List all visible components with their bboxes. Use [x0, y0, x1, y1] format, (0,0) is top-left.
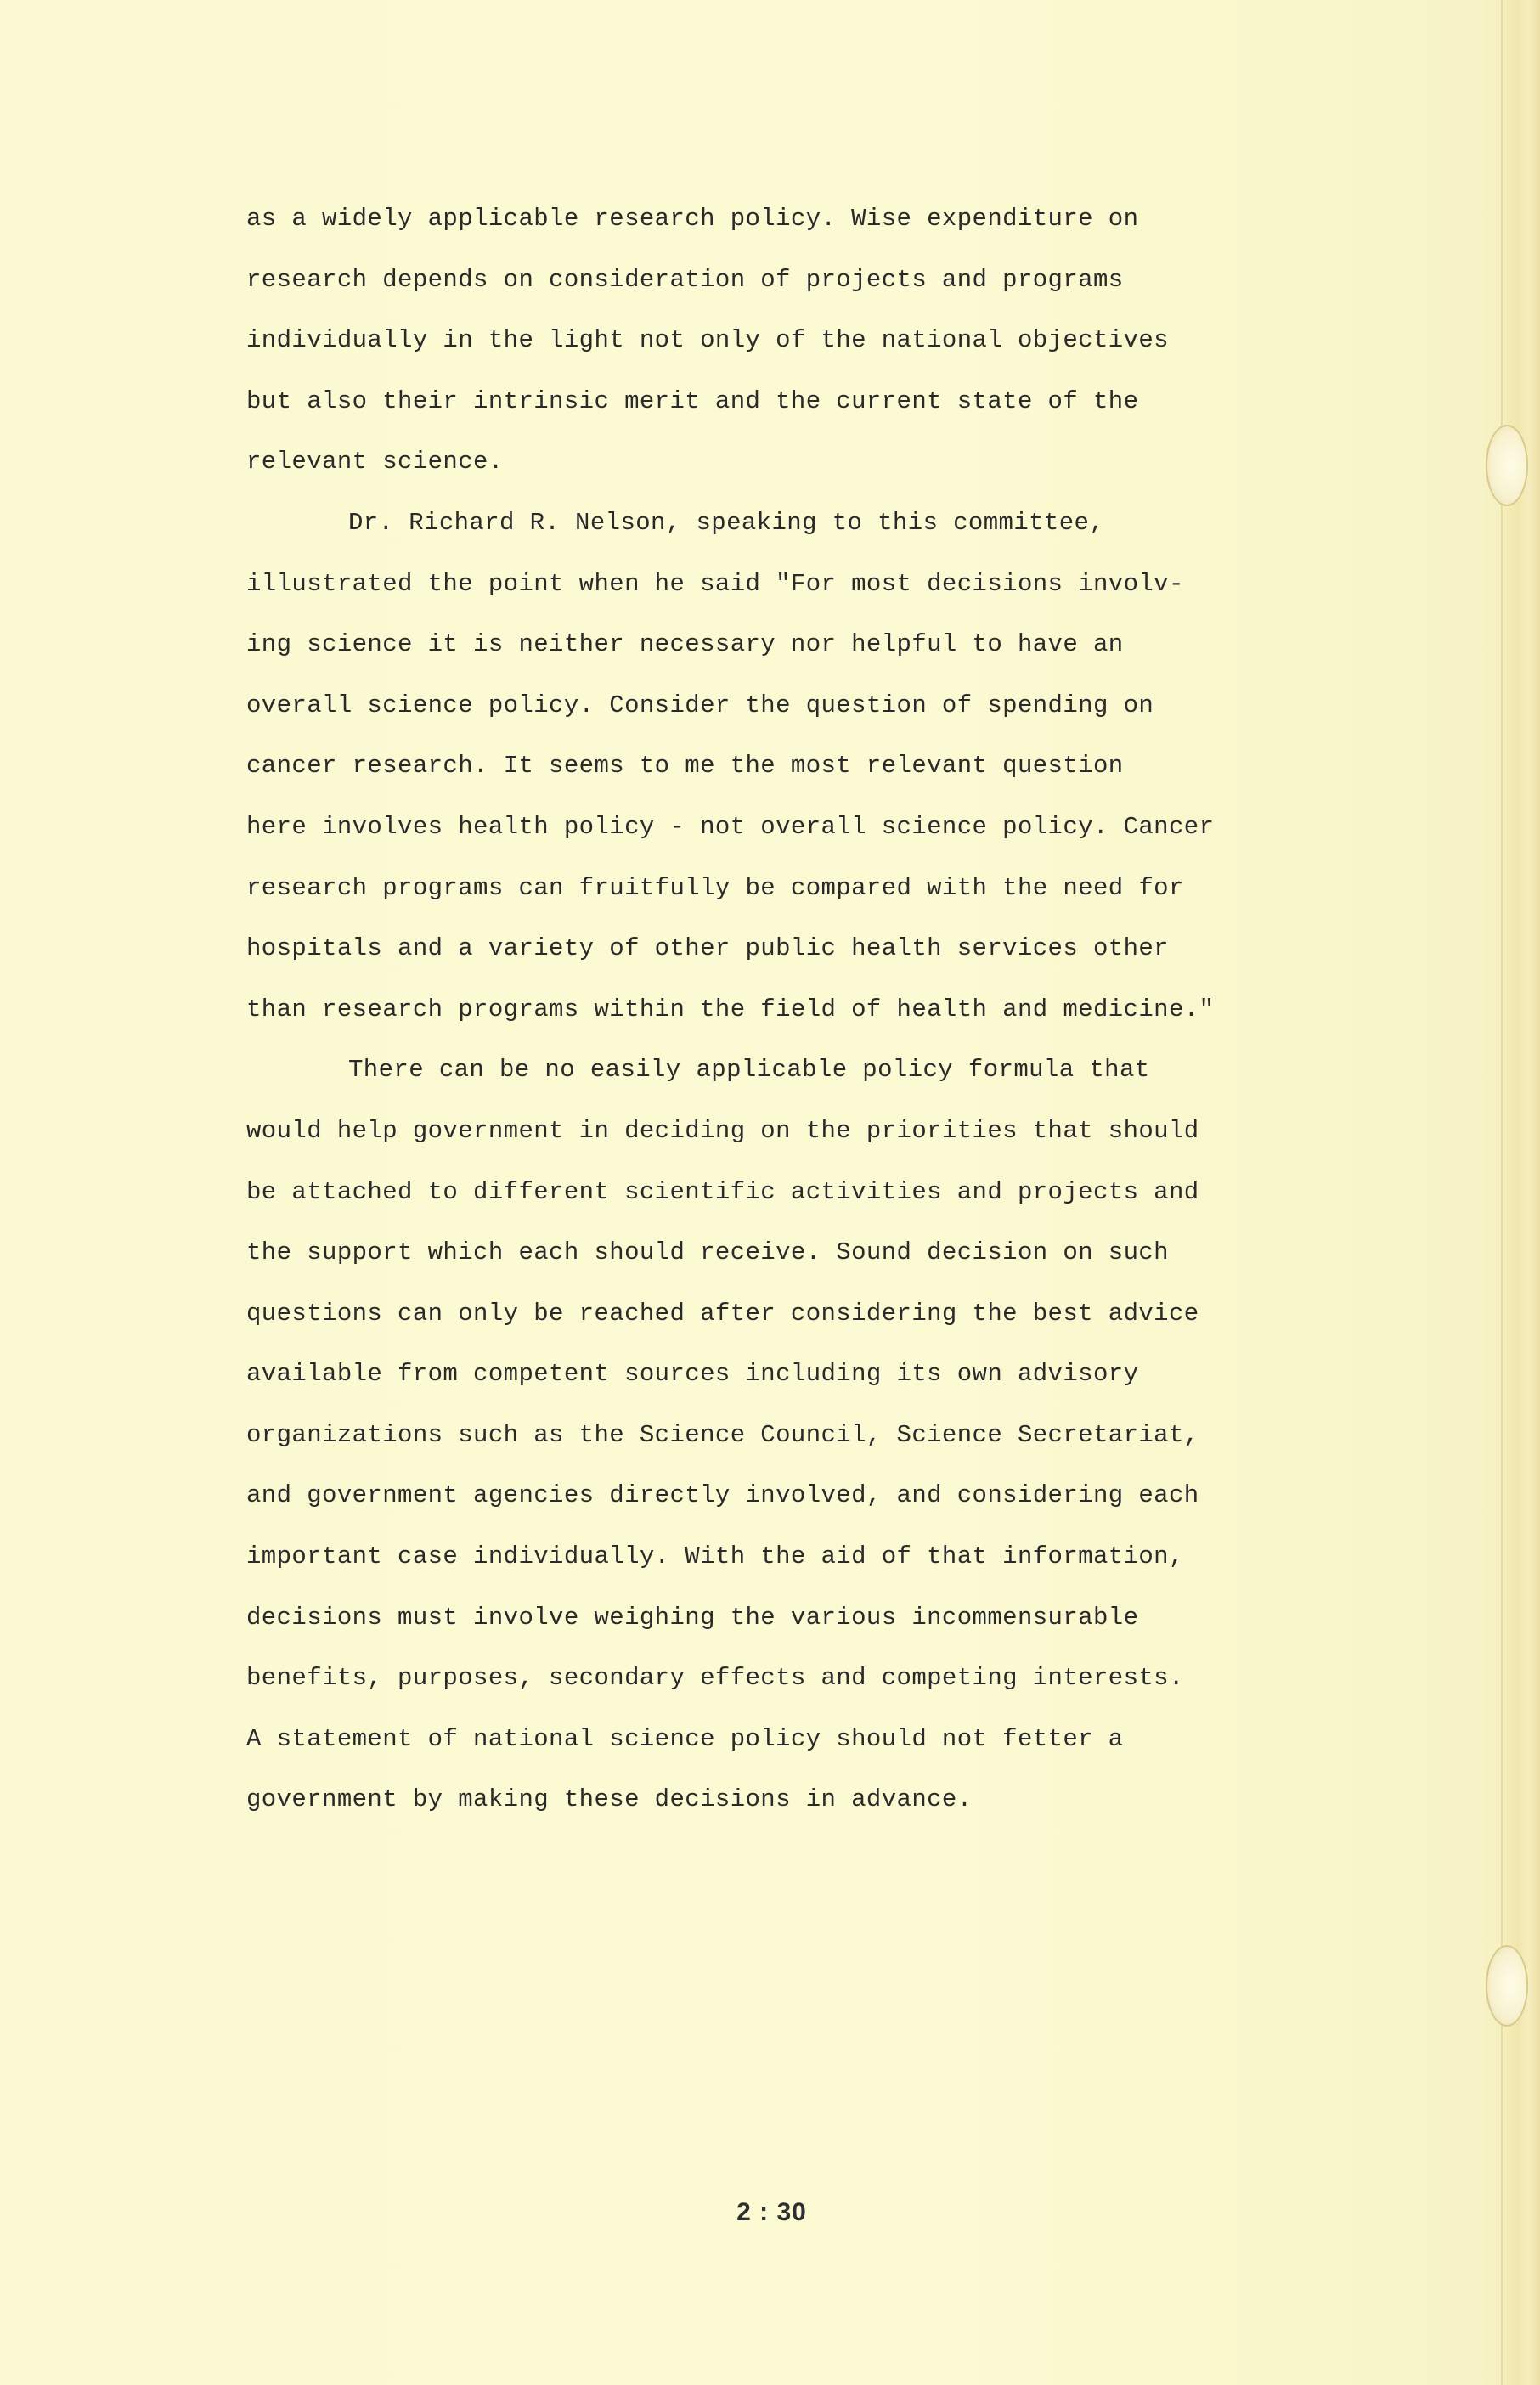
text-line: than research programs within the field of health and medicine.": [246, 995, 1215, 1023]
text-line: and government agencies directly involved, and considering each: [246, 1481, 1199, 1510]
text-line: relevant science.: [246, 448, 504, 476]
document-body: [246, 189, 1351, 1830]
text-line: illustrated the point when he said "For most decisions involv-: [246, 569, 1184, 598]
text-line: would help government in deciding on the priorities that should: [246, 1116, 1199, 1145]
text-line: be attached to different scientific activities and projects and: [246, 1177, 1199, 1206]
text-line: individually in the light not only of the national objectives: [246, 326, 1169, 355]
text-line: government by making these decisions in advance.: [246, 1785, 973, 1814]
text-line: questions can only be reached after considering the best advice: [246, 1299, 1199, 1328]
paragraph: [246, 1040, 1351, 1830]
text-line: here involves health policy - not overall science policy. Cancer: [246, 812, 1215, 841]
text-line: ing science it is neither necessary nor helpful to have an: [246, 630, 1124, 659]
text-line: the support which each should receive. Sound decision on such: [246, 1238, 1169, 1267]
text-line: important case individually. With the aid of that information,: [246, 1542, 1184, 1571]
paragraph: [246, 493, 1351, 1040]
page-edge: [1501, 0, 1540, 2385]
text-line: organizations such as the Science Council, Science Secretariat,: [246, 1420, 1199, 1449]
text-line: cancer research. It seems to me the most relevant question: [246, 752, 1124, 781]
punch-hole: [1486, 1945, 1528, 2027]
punch-hole: [1486, 425, 1528, 506]
paragraph: [246, 189, 1351, 493]
text-line: overall science policy. Consider the question of spending on: [246, 691, 1154, 719]
page-number: 2 : 30: [736, 2198, 807, 2226]
text-line: Dr. Richard R. Nelson, speaking to this committee,: [348, 508, 1105, 537]
text-line: research depends on consideration of projects and programs: [246, 265, 1124, 294]
text-line: research programs can fruitfully be compared with the need for: [246, 873, 1184, 902]
text-line: but also their intrinsic merit and the current state of the: [246, 386, 1139, 415]
text-line: decisions must involve weighing the various incommensurable: [246, 1603, 1139, 1632]
text-line: as a widely applicable research policy. Wise expenditure on: [246, 205, 1139, 233]
text-line: hospitals and a variety of other public health services other: [246, 934, 1169, 963]
text-line: A statement of national science policy should not fetter a: [246, 1724, 1124, 1753]
text-line: benefits, purposes, secondary effects and competing interests.: [246, 1664, 1184, 1693]
text-line: available from competent sources including its own advisory: [246, 1360, 1139, 1389]
text-line: There can be no easily applicable policy formula that: [348, 1056, 1150, 1085]
